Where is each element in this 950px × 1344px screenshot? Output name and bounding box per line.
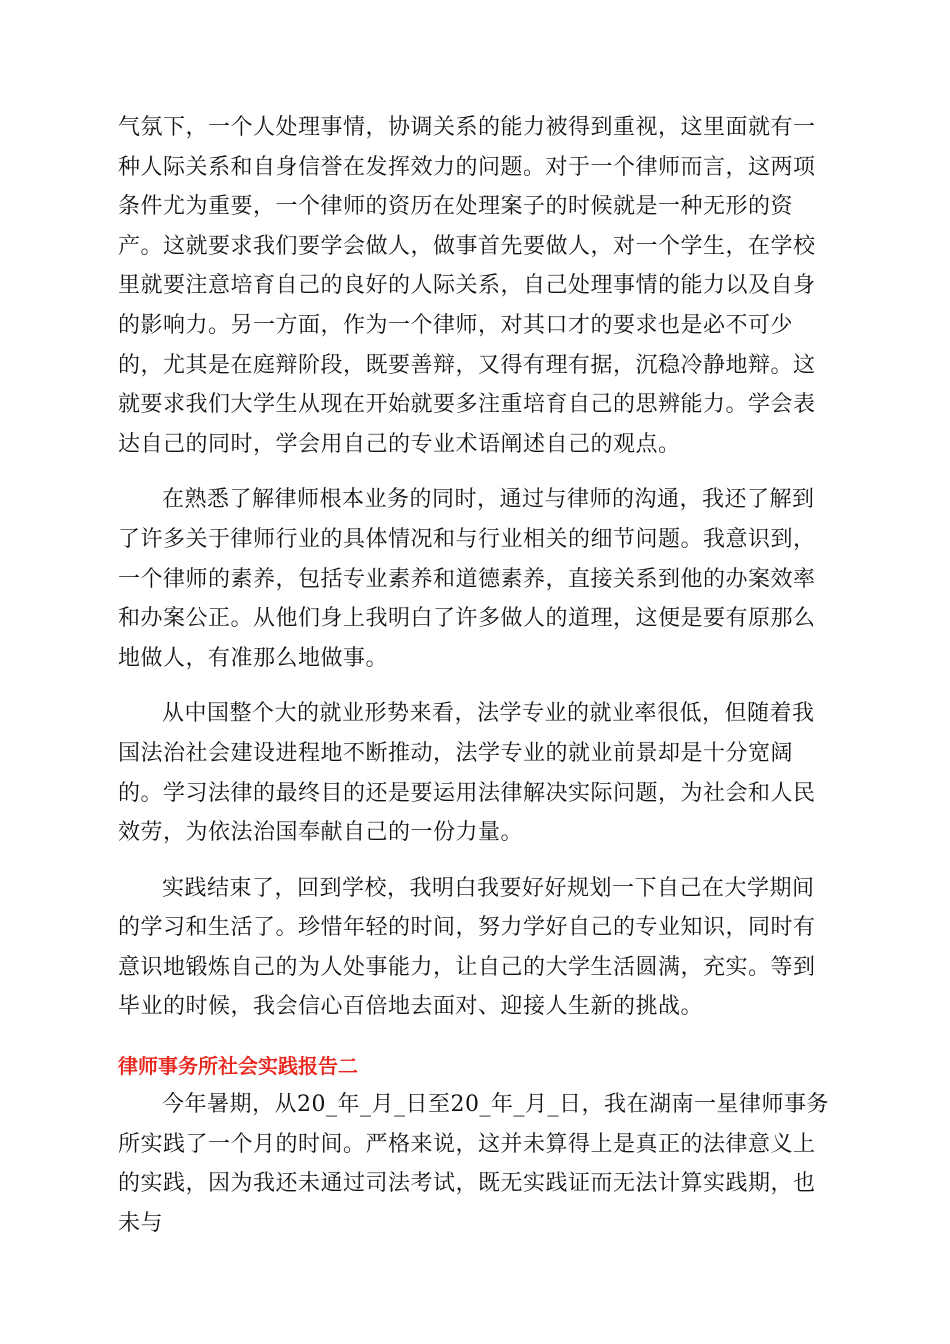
- paragraph-2: 在熟悉了解律师根本业务的同时，通过与律师的沟通，我还了解到了许多关于律师行业的具体情况和与行业相关的细节问题。我意识到，一个律师的素养，包括专业素养和道德素养，直接关系到他的办案效率和办案公正。从他们身上我明白了许多做人的道理，这便是要有原那么地做人，有准那么地做事。: [118, 487, 816, 671]
- document-page: [118, 108, 836, 1243]
- paragraph-5: 今年暑期，从20_年_月_日至20_年_月_日，我在湖南一星律师事务所实践了一个月的时间。严格来说，这并未算得上是真正的法律意义上的实践，因为我还未通过司法考试，既无实践证而无法计算实践期，也未与: [118, 1092, 829, 1236]
- paragraph-3: 从中国整个大的就业形势来看，法学专业的就业率很低，但随着我国法治社会建设进程地不断推动，法学专业的就业前景却是十分宽阔的。学习法律的最终目的还是要运用法律解决实际问题，为社会和人民效劳，为依法治国奉献自己的一份力量。: [118, 701, 816, 846]
- paragraph-1: 气氛下，一个人处理事情，协调关系的能力被得到重视，这里面就有一种人际关系和自身信誉在发挥效力的问题。对于一个律师而言，这两项条件尤为重要，一个律师的资历在处理案子的时候就是一种无形的资产。这就要求我们要学会做人，做事首先要做人，对一个学生，在学校里就要注意培育自己的良好的人际关系，自己处理事情的能力以及自身的影响力。另一方面，作为一个律师，对其口才的要求也是必不可少的，尤其是在庭辩阶段，既要善辩，又得有理有据，沉稳冷静地辩。这就要求我们大学生从现在开始就要多注重培育自己的思辨能力。学会表达自己的同时，学会用自己的专业术语阐述自己的观点。: [118, 115, 816, 457]
- paragraph-4: 实践结束了，回到学校，我明白我要好好规划一下自己在大学期间的学习和生活了。珍惜年轻的时间，努力学好自己的专业知识，同时有意识地锻炼自己的为人处事能力，让自己的大学生活圆满，充实。等到毕业的时候，我会信心百倍地去面对、迎接人生新的挑战。: [118, 875, 816, 1020]
- section-heading: 律师事务所社会实践报告二: [118, 1054, 358, 1079]
